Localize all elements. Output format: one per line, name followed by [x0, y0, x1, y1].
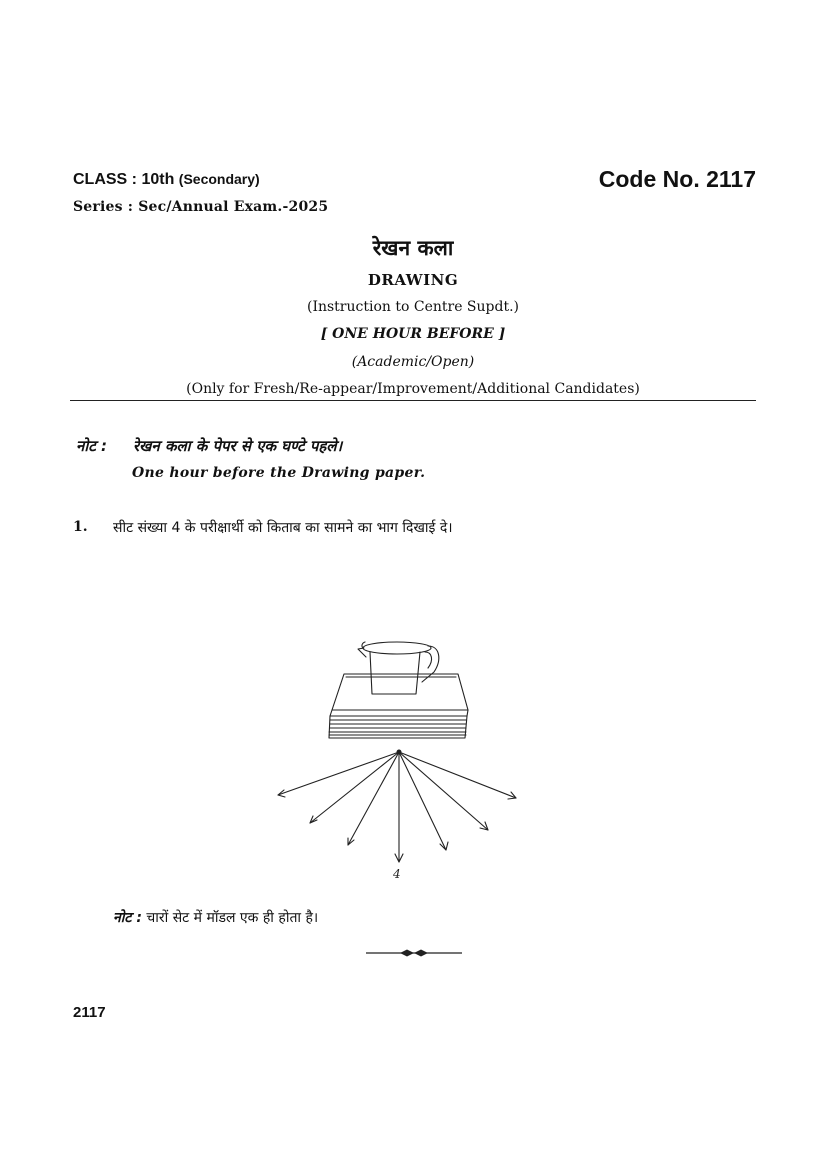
code-number: Code No. 2117 — [598, 166, 756, 192]
instruction-line: (Instruction to Centre Supdt.) — [306, 299, 519, 315]
header-rule — [70, 400, 756, 401]
page-number: 2117 — [73, 1004, 106, 1021]
candidates-line: (Only for Fresh/Re-appear/Improvement/Additional Candidates) — [186, 381, 640, 397]
class-line — [73, 171, 260, 189]
mode-line: (Academic/Open) — [351, 354, 475, 370]
jug-drawing — [358, 642, 439, 694]
seat-label: 4 — [393, 867, 401, 881]
class-label: CLASS : 10th — [73, 171, 175, 188]
footer-note-text: चारों सेट में मॉडल एक ही होता है। — [141, 910, 319, 926]
question-text: सीट संख्या 4 के परीक्षार्थी को किताब का सामने का भाग दिखाई दे। — [113, 520, 453, 536]
footer-note-label: नोट : — [113, 910, 142, 926]
end-divider — [366, 946, 462, 960]
footer-note — [113, 908, 318, 927]
subject-title: DRAWING — [367, 271, 459, 289]
model-figure — [262, 630, 532, 882]
note-english: One hour before the Drawing paper. — [132, 465, 426, 481]
timing-line: [ ONE HOUR BEFORE ] — [320, 326, 506, 342]
hindi-title: रेखन कला — [372, 236, 454, 260]
note-label: नोट : — [76, 437, 107, 455]
series-line: Series : Sec/Annual Exam.-2025 — [73, 199, 329, 215]
note-hindi: रेखन कला के पेपर से एक घण्टे पहले। — [133, 437, 343, 455]
book-drawing — [329, 674, 468, 738]
class-suffix: (Secondary) — [178, 171, 260, 187]
question-number: 1. — [73, 519, 88, 535]
seat-rays — [278, 752, 516, 862]
